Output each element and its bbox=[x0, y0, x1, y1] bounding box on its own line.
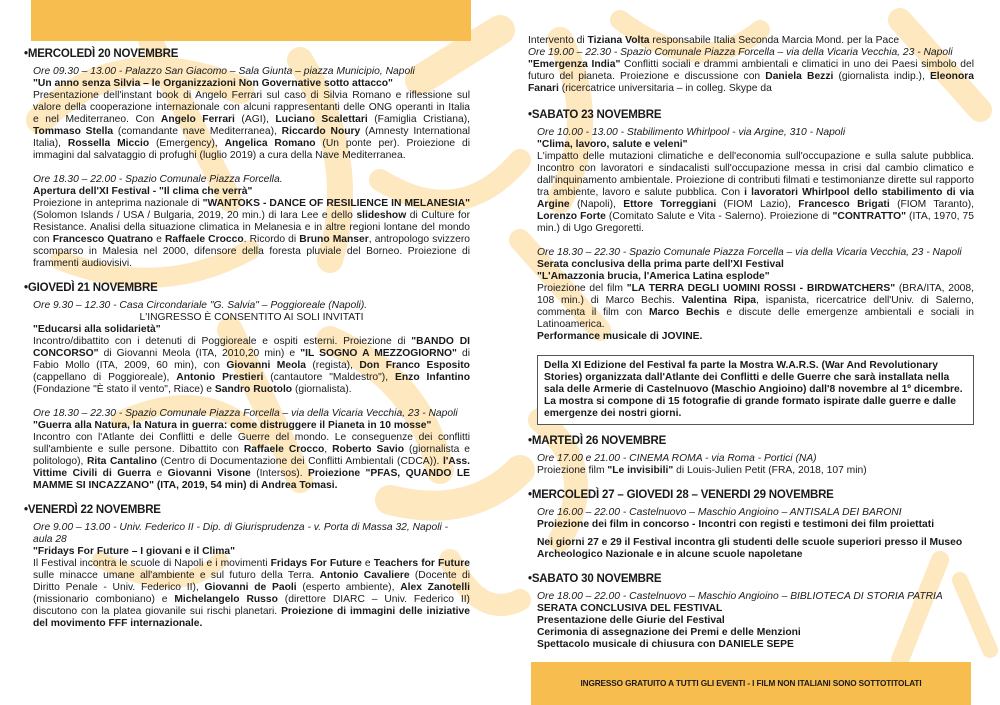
event-time: Ore 18.30 – 22.00 - Spazio Comunale Piazza Forcella. bbox=[33, 174, 283, 185]
event-line: Presentazione delle Giurie del Festival bbox=[537, 615, 725, 626]
event-title: "Educarsi alla solidarietà" bbox=[33, 324, 161, 335]
text-run: (Famiglia Cristiana), bbox=[367, 114, 470, 125]
bold-text: Michelangelo Russo bbox=[174, 594, 278, 605]
bold-text: "Emergenza India" bbox=[528, 59, 621, 70]
bold-text: Don Franco Esposito bbox=[359, 360, 470, 371]
event bbox=[33, 66, 470, 162]
text-run: responsabile Italia Seconda Marcia Mond. per la Pace bbox=[649, 35, 900, 46]
bold-text: Giovanni Meola bbox=[226, 360, 306, 371]
continuation-text bbox=[528, 35, 974, 47]
top-accent-bar bbox=[31, 0, 471, 41]
bold-text: Proiezione "PFAS, QUANDO LE MAMME SI INCAZZANO" (ITA, 2019, 54 min) di Andrea Tomasi. bbox=[33, 468, 470, 491]
text-run: (Un ponte per). Proiezione di immagini dal salvataggio di profughi (luglio 2019) a cura della Nave Mediterranea. bbox=[33, 138, 470, 161]
text-run: Intervento di bbox=[528, 35, 588, 46]
text-run: Proiezione del film bbox=[537, 283, 627, 294]
event bbox=[33, 300, 470, 396]
bold-text: Rossella Miccio bbox=[67, 138, 150, 149]
event-description bbox=[537, 465, 974, 477]
event bbox=[537, 247, 974, 343]
event-title: "Un anno senza Silvia – le Organizzazioni Non Governative sotto attacco" bbox=[33, 78, 393, 89]
text-run: (giornalista e politologo), bbox=[33, 444, 470, 467]
left-column bbox=[24, 48, 470, 642]
event-title: "Fridays For Future – I giovani e il Clima" bbox=[33, 546, 236, 557]
text-run: (missionario comboniano) e bbox=[33, 594, 175, 605]
bold-text: i lavoratori Whirlpool dello stabilimento di via Argine bbox=[537, 187, 974, 210]
event bbox=[537, 127, 974, 235]
exhibit-info-box: Della XI Edizione del Festival fa parte la Mostra W.A.R.S. (War And Revolutionary Stories) organizzata dall'Atlante dei Conflitti e delle Guerre che sarà installata nella sala delle Armerie di Castelnuovo (Maschio Angioino) dall'8 novembre al 1º dicembre. La mostra si compone di 15 fotografie di grande formato ispirate dalle guerre e dalle emergenze dei nostri giorni. bbox=[537, 355, 974, 425]
text-run: e bbox=[361, 558, 374, 569]
text-run: (Fondazione "È stato il vento", Riace) e bbox=[33, 384, 215, 395]
invite-only-note: L'INGRESSO È CONSENTITO AI SOLI INVITATI bbox=[139, 312, 364, 323]
event-time: Ore 18.30 – 22.30 - Spazio Comunale Piazza Forcella – via della Vicaria Vecchia, 23 - Napoli bbox=[33, 408, 458, 419]
text-run: (AGI), bbox=[234, 114, 276, 125]
bold-text: "LA TERRA DEGLI UOMINI ROSSI - BIRDWATCHERS" bbox=[626, 283, 896, 294]
bold-text: "BANDO DI CONCORSO" bbox=[33, 336, 470, 359]
text-run: (BRA/ITA, 2008, 108 min.) di Marco Bechis. bbox=[537, 283, 975, 306]
bold-text: Ettore Torreggiani bbox=[623, 199, 717, 210]
text-run: (giornalista). bbox=[292, 384, 352, 395]
text-run: Conflitti sociali e drammi ambientali e climatici in uno dei Paesi simbolo del futuro del pianeta. Proiezione e discussione con bbox=[528, 59, 974, 82]
free-entry-banner: INGRESSO GRATUITO A TUTTI GLI EVENTI - I FILM NON ITALIANI SONO SOTTOTITOLATI bbox=[531, 662, 971, 705]
bold-text: Francesco Brigati bbox=[798, 199, 890, 210]
bold-text: Giovanni Visone bbox=[167, 468, 251, 479]
event bbox=[537, 507, 974, 561]
text-run: (Comitato Salute e Vita - Salerno). Proiezione di bbox=[605, 211, 833, 222]
event-line: Proiezione dei film in concorso - Incontri con registi e testimoni dei film proiettati bbox=[537, 519, 935, 530]
text-run: (Docente di Diritto Penale - Univ. Federico II), bbox=[33, 570, 470, 593]
event-description bbox=[33, 90, 470, 162]
bold-text: Angelo Ferrari bbox=[160, 114, 235, 125]
bold-text: Angelica Romano bbox=[224, 138, 316, 149]
bold-text: l'Ass. Vittime Civili di Guerra bbox=[33, 456, 471, 479]
event-subtitle: "L'Amazzonia brucia, l'America Latina esplode" bbox=[537, 271, 770, 282]
text-run: (FIOM Lazio), bbox=[716, 199, 799, 210]
text-run: (Solomon Islands / USA / Bulgaria, 2019, 20 min.) di Iara Lee e dello bbox=[33, 210, 357, 221]
bold-text: Eleonora Fanari bbox=[528, 71, 974, 94]
event-continuation bbox=[528, 35, 974, 95]
text-run: (Amnesty International Italia), bbox=[33, 126, 470, 149]
event-time: Ore 18.30 – 22.30 - Spazio Comunale Piazza Forcella – via della Vicaria Vecchia, 23 - Napoli bbox=[537, 247, 962, 258]
event-extra-note: Nei giorni 27 e 29 il Festival incontra gli studenti delle scuole superiori presso il Museo Archeologico Nazionale e in alcune scuole napoletane bbox=[537, 537, 963, 560]
text-run: , antropologo svizzero scomparso in Malesia nel 2000, difensore della foresta pluviale del Borneo. Proiezione di frammenti audiovisivi. bbox=[33, 234, 470, 269]
event-time: Ore 09.30 – 13.00 - Palazzo San Giacomo – Sala Giunta – piazza Municipio, Napoli bbox=[33, 66, 415, 77]
bold-text: Raffaele Crocco bbox=[243, 444, 325, 455]
bold-text: Tiziana Volta bbox=[587, 35, 650, 46]
bold-text: Giovanni de Paoli bbox=[204, 582, 297, 593]
text-run: (Centro di Documentazione dei Conflitti Ambientali (CDCA)). bbox=[156, 456, 443, 467]
bold-text: slideshow bbox=[356, 210, 407, 221]
text-run: (esperto ambiente), bbox=[296, 582, 401, 593]
text-run: . Ricordo di bbox=[243, 234, 300, 245]
event-time: Ore 17.00 e 21.00 - CINEMA ROMA - via Roma - Portici (NA) bbox=[537, 453, 817, 464]
day-heading: • VENERDÌ 22 NOVEMBRE bbox=[24, 504, 470, 516]
bold-text: Raffaele Crocco bbox=[165, 234, 244, 245]
event-description bbox=[33, 432, 470, 492]
day-heading: • SABATO 23 NOVEMBRE bbox=[528, 109, 974, 121]
event-time: Ore 9.00 – 13.00 - Univ. Federico II - Dip. di Giurisprudenza - v. Porta di Massa 32, Napoli - aula 28 bbox=[33, 522, 449, 545]
bold-text: Valentina Ripa bbox=[681, 295, 757, 306]
bold-text: Antonio Cavaliere bbox=[319, 570, 410, 581]
bold-text: Tommaso Stella bbox=[33, 126, 114, 137]
event-title: Apertura dell'XI Festival - "Il clima che verrà" bbox=[33, 186, 253, 197]
text-run: Incontro/dibattito con i detenuti di Poggioreale e ospiti esterni. Proiezione di bbox=[33, 336, 412, 347]
text-run: (cantautore "Maldestro"), bbox=[263, 372, 396, 383]
event bbox=[33, 408, 470, 492]
bold-text: Rita Cantalino bbox=[86, 456, 157, 467]
bold-text: "CONTRATTO" bbox=[832, 211, 906, 222]
text-run: (ITA, 1970, 75 min.) di Ugo Gregoretti. bbox=[537, 211, 974, 234]
right-column bbox=[528, 5, 974, 663]
bold-text: Antonio Prestieri bbox=[176, 372, 264, 383]
event bbox=[537, 453, 974, 477]
text-run: e bbox=[151, 468, 168, 479]
event-line: SERATA CONCLUSIVA DEL FESTIVAL bbox=[537, 603, 723, 614]
text-run: , ispanista, ricercatrice dell'Univ. di Salerno, commenta il film con bbox=[537, 295, 974, 318]
event-title: "Clima, lavoro, salute e veleni" bbox=[537, 139, 688, 150]
text-run: Incontro con l'Atlante dei Conflitti e delle Guerre del mondo. Le conseguenze dei conflitti sull'ambiente e sulle persone. Dibattito con bbox=[33, 432, 470, 455]
event-description bbox=[537, 151, 974, 235]
bold-text: Teachers for Future bbox=[373, 558, 470, 569]
event-footer: Performance musicale di JOVINE. bbox=[537, 331, 703, 342]
bold-text: "Le invisibili" bbox=[607, 465, 674, 476]
bold-text: Bruno Manser bbox=[299, 234, 369, 245]
event-title: Serata conclusiva della prima parte dell'XI Festival bbox=[537, 259, 784, 270]
event-line: Cerimonia di assegnazione dei Premi e delle Menzioni bbox=[537, 627, 801, 638]
event-description bbox=[528, 59, 974, 95]
bold-text: Sandro Ruotolo bbox=[214, 384, 293, 395]
text-run: di Culture for Resistance. Analisi della situazione climatica in Melanesia e in altre regioni lontane del mondo con bbox=[33, 210, 470, 245]
day-heading: • MERCOLEDÌ 20 NOVEMBRE bbox=[24, 48, 470, 60]
day-heading: • MARTEDÌ 26 NOVEMBRE bbox=[528, 435, 974, 447]
text-run: di Giovanni Meola (ITA, 2010,20 min) e bbox=[98, 348, 301, 359]
text-run: , bbox=[324, 444, 333, 455]
bold-text: Daniela Bezzi bbox=[765, 71, 834, 82]
event-description bbox=[33, 558, 470, 630]
event-line: Spettacolo musicale di chiusura con DANIELE SEPE bbox=[537, 639, 794, 650]
text-run: (regista), bbox=[305, 360, 360, 371]
event-description bbox=[33, 336, 470, 396]
day-heading: • SABATO 30 NOVEMBRE bbox=[528, 573, 974, 585]
text-run: Proiezione in anteprima nazionale di bbox=[33, 198, 203, 209]
event-time: Ore 16.00 – 22.00 - Castelnuovo – Maschio Angioino – ANTISALA DEI BARONI bbox=[537, 507, 902, 518]
bold-text: Fridays For Future bbox=[270, 558, 362, 569]
text-run: L'impatto delle mutazioni climatiche e dell'economia sull'occupazione e sulla salute pubblica. Incontro con lavoratori e sindacalisti sull'occupazione messa in crisi dal cambio climatico e dall'inquinamento ambientale. Proiezione di contributi filmati e testimonianze dirette sul rapporto tra ambiente, lavoro e salute pubblica. Con bbox=[537, 151, 974, 198]
bold-text: "WANTOKS - DANCE OF RESILIENCE IN MELANESIA" bbox=[202, 198, 471, 209]
bold-text: "IL SOGNO A MEZZOGIORNO" bbox=[300, 348, 457, 359]
bold-text: Francesco Quatrano bbox=[52, 234, 154, 245]
text-run: e bbox=[153, 234, 165, 245]
text-run: sulle minacce umane all'ambiente e sul futuro della Terra. bbox=[33, 570, 320, 581]
bold-text: Alex Zanotelli bbox=[400, 582, 470, 593]
bold-text: Lorenzo Forte bbox=[537, 211, 606, 222]
text-run: Il Festival incontra le scuole di Napoli e i movimenti bbox=[33, 558, 271, 569]
text-run: (Napoli), bbox=[569, 199, 624, 210]
event-title: "Guerra alla Natura, la Natura in guerra: come distruggere il Pianeta in 10 mosse" bbox=[33, 420, 432, 431]
bold-text: Luciano Scalettari bbox=[275, 114, 368, 125]
event-description bbox=[537, 283, 974, 331]
event-time: Ore 10.00 - 13.00 - Stabilimento Whirlpool - via Argine, 310 - Napoli bbox=[537, 127, 846, 138]
day-heading: • MERCOLEDÌ 27 – GIOVEDI 28 – VENERDI 29 NOVEMBRE bbox=[528, 489, 974, 501]
bold-text: Riccardo Noury bbox=[281, 126, 361, 137]
text-run: (giornalista indip.), bbox=[833, 71, 930, 82]
event-time: Ore 19.00 – 22.30 - Spazio Comunale Piazza Forcella – via della Vicaria Vecchia, 23 - Napoli bbox=[528, 47, 953, 58]
event-time: Ore 18.00 – 22.00 - Castelnuovo – Maschio Angioino – BIBLIOTECA DI STORIA PATRIA bbox=[537, 591, 943, 602]
event-description bbox=[33, 198, 470, 270]
bold-text: Enzo Infantino bbox=[395, 372, 471, 383]
text-run: (comandante nave Mediterranea), bbox=[113, 126, 282, 137]
text-run: (Intersos). bbox=[250, 468, 309, 479]
text-run: e discute delle emergenze ambientali e sociali in Latinoamerica. bbox=[537, 307, 974, 330]
text-run: (direttore DIARC – Univ. Federico II) discutono con la platea giovanile sui rischi planetari. bbox=[33, 594, 470, 617]
text-run: Proiezione film bbox=[537, 465, 608, 476]
text-run: di Louis-Julien Petit (FRA, 2018, 107 min) bbox=[673, 465, 867, 476]
text-run: (ricercatrice universitaria – in colleg. Skype da bbox=[558, 83, 772, 94]
event bbox=[537, 591, 974, 651]
day-heading: • GIOVEDÌ 21 NOVEMBRE bbox=[24, 282, 470, 294]
event bbox=[33, 174, 470, 270]
text-run: Presentazione dell'instant book di Angelo Ferrari sul caso di Silvia Romano e riflessione sul valore della cooperazione internazionale con alcuni rappresentanti delle ONG operanti in Italia e nel Mediterraneo. Con bbox=[33, 90, 470, 125]
text-run: (FIOM Taranto), bbox=[889, 199, 975, 210]
text-run: (Emergency), bbox=[149, 138, 225, 149]
bold-text: Marco Bechis bbox=[648, 307, 720, 318]
event bbox=[33, 522, 470, 630]
bold-text: Proiezione di immagini delle iniziative del movimento FFF internazionale. bbox=[33, 606, 470, 629]
text-run: (cappellano di Poggioreale), bbox=[33, 372, 177, 383]
event-time: Ore 9.30 – 12.30 - Casa Circondariale "G. Salvia" – Poggioreale (Napoli). bbox=[33, 300, 368, 311]
bold-text: Roberto Savio bbox=[332, 444, 404, 455]
text-run: di Fabio Mollo (ITA, 2009, 60 min), con bbox=[33, 348, 470, 371]
